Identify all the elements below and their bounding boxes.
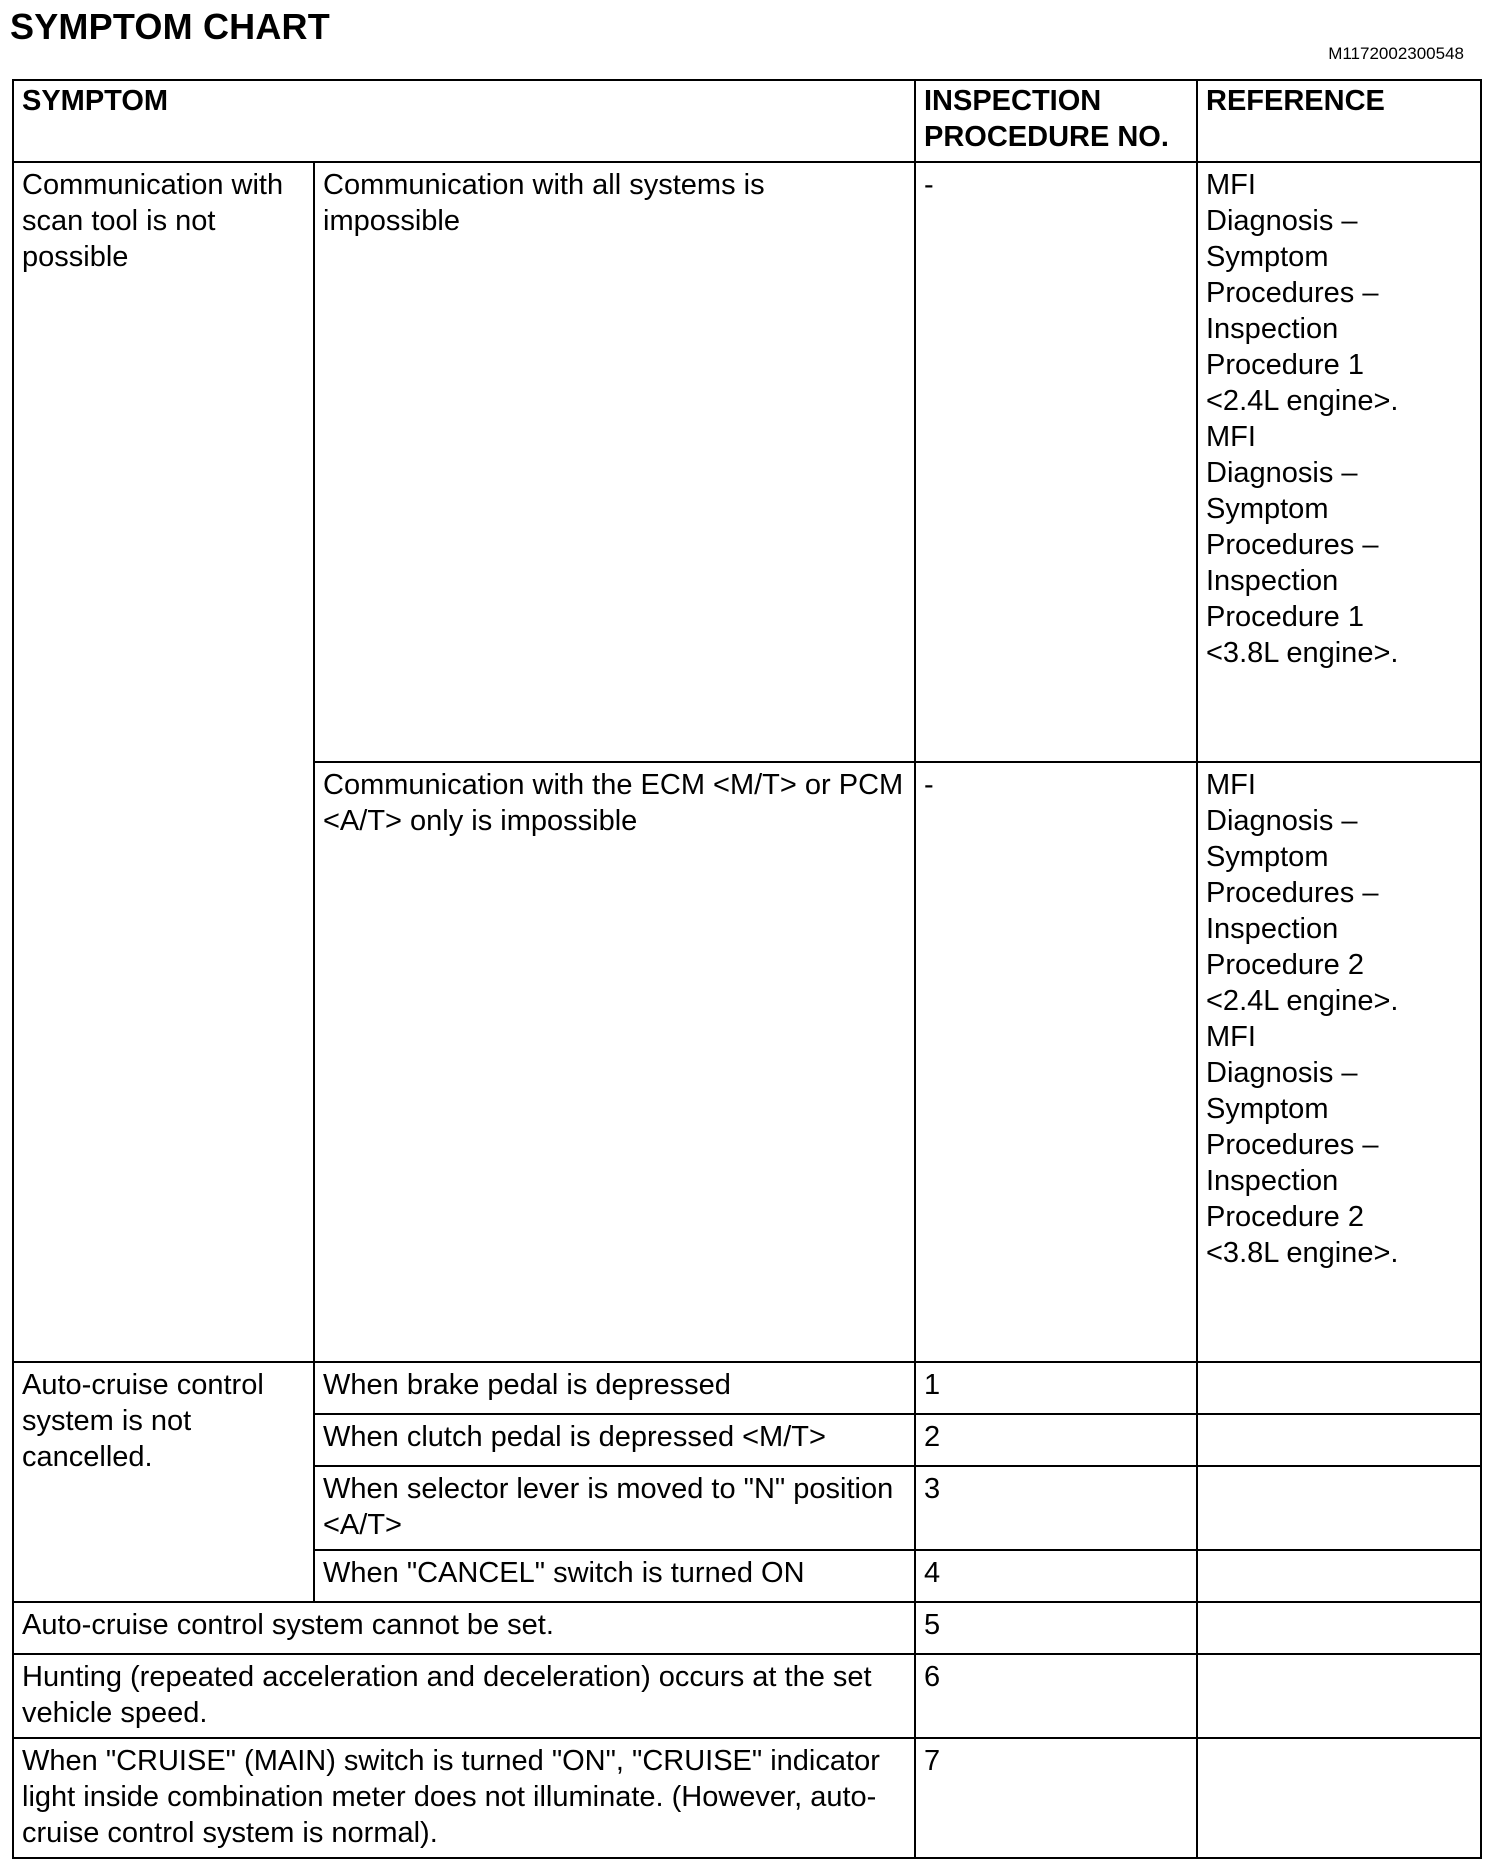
reference-cell — [1197, 1550, 1481, 1602]
symptom-detail-cell: Communication with all systems is impossible — [314, 162, 915, 762]
symptom-cell: Auto-cruise control system is not cancelled. — [13, 1362, 314, 1602]
table-row — [13, 162, 1481, 762]
reference-text: MFI Diagnosis – Symptom Procedures – Inspection Procedure 2 <3.8L engine>. — [1206, 1021, 1399, 1269]
symptom-cell: Auto-cruise control system cannot be set. — [13, 1602, 915, 1654]
reference-cell — [1197, 1414, 1481, 1466]
procedure-cell: 6 — [915, 1654, 1197, 1738]
header-inspection-procedure: INSPECTION PROCEDURE NO. — [915, 80, 1197, 162]
header-symptom: SYMPTOM — [13, 80, 915, 162]
symptom-detail-cell: Communication with the ECM <M/T> or PCM <A/T> only is impossible — [314, 762, 915, 1362]
symptom-detail-cell: When brake pedal is depressed — [314, 1362, 915, 1414]
procedure-cell: 4 — [915, 1550, 1197, 1602]
symptom-detail-cell: When clutch pedal is depressed <M/T> — [314, 1414, 915, 1466]
header-reference: REFERENCE — [1197, 80, 1481, 162]
symptom-cell: When "CRUISE" (MAIN) switch is turned "ON", "CRUISE" indicator light inside combination meter does not illuminate. (However, auto-cruise control system is normal). — [13, 1738, 915, 1858]
table-row — [13, 1654, 1481, 1738]
procedure-cell: 5 — [915, 1602, 1197, 1654]
reference-text: MFI Diagnosis – Symptom Procedures – Inspection Procedure 2 <2.4L engine>. — [1206, 769, 1399, 1017]
reference-text: MFI Diagnosis – Symptom Procedures – Inspection Procedure 1 <3.8L engine>. — [1206, 421, 1399, 669]
symptom-chart-table — [12, 79, 1482, 1859]
symptom-detail-cell: When selector lever is moved to "N" position <A/T> — [314, 1466, 915, 1550]
reference-cell — [1197, 762, 1481, 1362]
reference-cell — [1197, 1654, 1481, 1738]
reference-cell — [1197, 162, 1481, 762]
reference-cell — [1197, 1466, 1481, 1550]
reference-text: MFI Diagnosis – Symptom Procedures – Inspection Procedure 1 <2.4L engine>. — [1206, 169, 1399, 417]
reference-cell — [1197, 1738, 1481, 1858]
reference-cell — [1197, 1602, 1481, 1654]
header-row — [13, 80, 1481, 162]
table-row — [13, 1602, 1481, 1654]
procedure-cell: 2 — [915, 1414, 1197, 1466]
procedure-cell: 7 — [915, 1738, 1197, 1858]
page-title: SYMPTOM CHART — [10, 6, 330, 47]
symptom-detail-cell: When "CANCEL" switch is turned ON — [314, 1550, 915, 1602]
document-id: M1172002300548 — [1328, 44, 1464, 63]
reference-cell — [1197, 1362, 1481, 1414]
procedure-cell: - — [915, 162, 1197, 762]
symptom-cell: Hunting (repeated acceleration and deceleration) occurs at the set vehicle speed. — [13, 1654, 915, 1738]
procedure-cell: - — [915, 762, 1197, 1362]
procedure-cell: 1 — [915, 1362, 1197, 1414]
symptom-cell: Communication with scan tool is not possible — [13, 162, 314, 1362]
procedure-cell: 3 — [915, 1466, 1197, 1550]
table-row — [13, 1362, 1481, 1414]
table-row — [13, 1738, 1481, 1858]
